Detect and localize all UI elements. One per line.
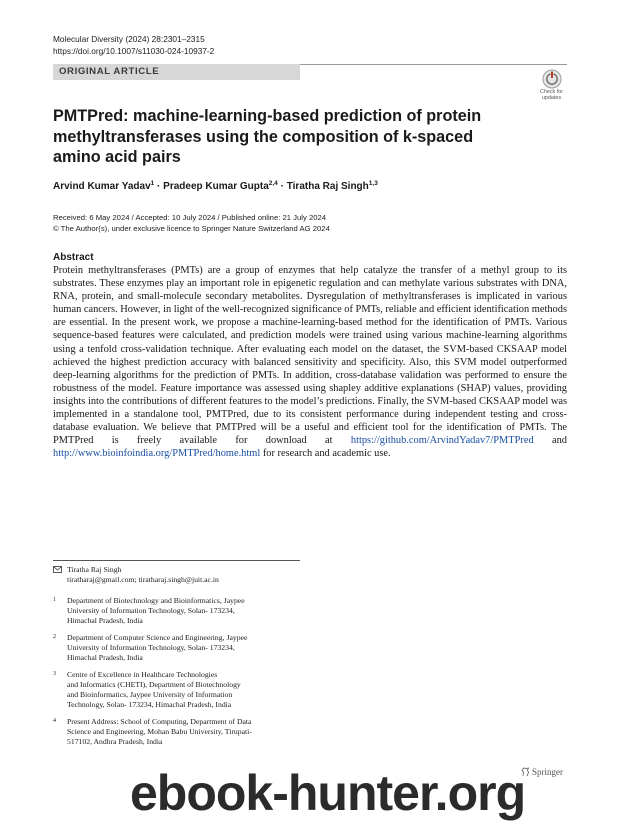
affiliation-number: 4 (53, 718, 56, 724)
check-for-updates-label: Check for updates (539, 89, 564, 101)
footnotes (53, 565, 303, 754)
section-label-band (53, 64, 300, 80)
watermark: ebook-hunter.org (130, 765, 526, 821)
check-for-updates-badge[interactable] (536, 69, 567, 100)
corresponding-author-emails[interactable]: tiratharaj@gmail.com; tiratharaj.singh@juit.ac.in (67, 575, 219, 584)
doi-link[interactable]: https://doi.org/10.1007/s11030-024-10937-2 (53, 46, 215, 56)
author-affiliation-mark: 2,4 (268, 180, 278, 187)
journal-meta (53, 33, 214, 57)
affiliation-1: 1 Department of Biotechnology and Bioinformatics, Jaypee University of Information Technology, Solan- 173234, Himachal Pradesh, India (53, 596, 245, 625)
author-affiliation-mark: 1 (150, 180, 155, 187)
check-for-updates-icon (542, 69, 562, 89)
affiliation-number: 1 (53, 597, 56, 603)
author-name[interactable]: Pradeep Kumar Gupta (163, 181, 269, 192)
corresponding-author-name: Tiratha Raj Singh (67, 565, 122, 574)
author-separator: · (157, 181, 161, 192)
section-label: ORIGINAL ARTICLE (59, 66, 160, 77)
author-affiliation-mark: 1,3 (368, 180, 378, 187)
footnote-rule (53, 560, 300, 561)
author-list (53, 180, 378, 192)
publisher-name: Springer (532, 767, 563, 777)
affiliation-2: 2 Department of Computer Science and Engineering, Jaypee University of Information Technology, Solan- 173234, Himachal Pradesh, India (53, 633, 248, 662)
author-name[interactable]: Tiratha Raj Singh (286, 181, 369, 192)
journal-citation: Molecular Diversity (2024) 28:2301–2315 (53, 34, 205, 44)
publisher-logo (521, 767, 563, 777)
affiliation-number: 2 (53, 634, 56, 640)
header-rule (300, 64, 567, 65)
author-name[interactable]: Arvind Kumar Yadav (53, 181, 151, 192)
publication-dates (53, 213, 330, 234)
bioinfoindia-link[interactable]: http://www.bioinfoindia.org/PMTPred/home.html (53, 448, 261, 460)
copyright-line: © The Author(s), under exclusive licence to Springer Nature Switzerland AG 2024 (53, 223, 330, 233)
abstract-text: Protein methyltransferases (PMTs) are a group of enzymes that help catalyze the transfer of a methyl group to its substrates. These enzymes play an important role in epigenetic regulation and can methylate various substrates with DNA, RNA, protein, and small-molecule secondary metabolites. Dysregulation of methyltransferases is implicated in various human cancers. However, in light of the well-recognized significance of PMTs, reliable and efficient identification methods are essential. In the present work, we propose a machine-learning-based method for the identification of PMTs. Various sequence-based features were calculated, and prediction models were trained using various machine-learning algorithms using a tenfold cross-validation technique. After evaluating each model on the dataset, the SVM-based CKSAAP model achieved the highest prediction accuracy with balanced sensitivity and specificity. Also, this SVM model outperformed deep-learning algorithms for the prediction of PMTs. In addition, cross-database validation was performed to ensure the robustness of the model. Feature importance was assessed using shapley additive explanations (SHAP) values, providing insights into the contributions of different features to the model’s predictions. Finally, the SVM-based CKSAAP model was implemented in a standalone tool, PMTPred, due to its consistent performance during independent testing and cross-database evaluation. We believe that PMTPred will be a useful and efficient tool for the identification of PMTs. The PMTPred is freely available for download at https://github.com/ArvindYadav7/PMTPred and http://www.bioinfoindia.org/PMTPred/home.html for research and academic use. (53, 265, 568, 460)
author-separator: · (280, 181, 284, 192)
envelope-icon (53, 566, 62, 573)
history-dates: Received: 6 May 2024 / Accepted: 10 July 2024 / Published online: 21 July 2024 (53, 213, 327, 222)
affiliation-3: 3 Centre of Excellence in Healthcare Technologies and Informatics (CHETI), Department of Biotechnology and Bioinformatics, Jaypee University of Information Technology, Solan- 173234, Himachal Pradesh, India (53, 670, 241, 709)
paper-title: PMTPred: machine-learning-based prediction of protein methyltransferases using the composition of k-spaced amino acid pairs (53, 107, 482, 166)
correspondence (53, 565, 303, 585)
affiliation-number: 3 (53, 671, 56, 677)
abstract-heading: Abstract (53, 252, 94, 263)
affiliation-4: 4 Present Address: School of Computing, Department of Data Science and Engineering, Mohan Babu University, Tirupati- 517102, Andhra Pradesh, India (53, 717, 252, 746)
github-link[interactable]: https://github.com/ArvindYadav7/PMTPred (350, 435, 534, 447)
